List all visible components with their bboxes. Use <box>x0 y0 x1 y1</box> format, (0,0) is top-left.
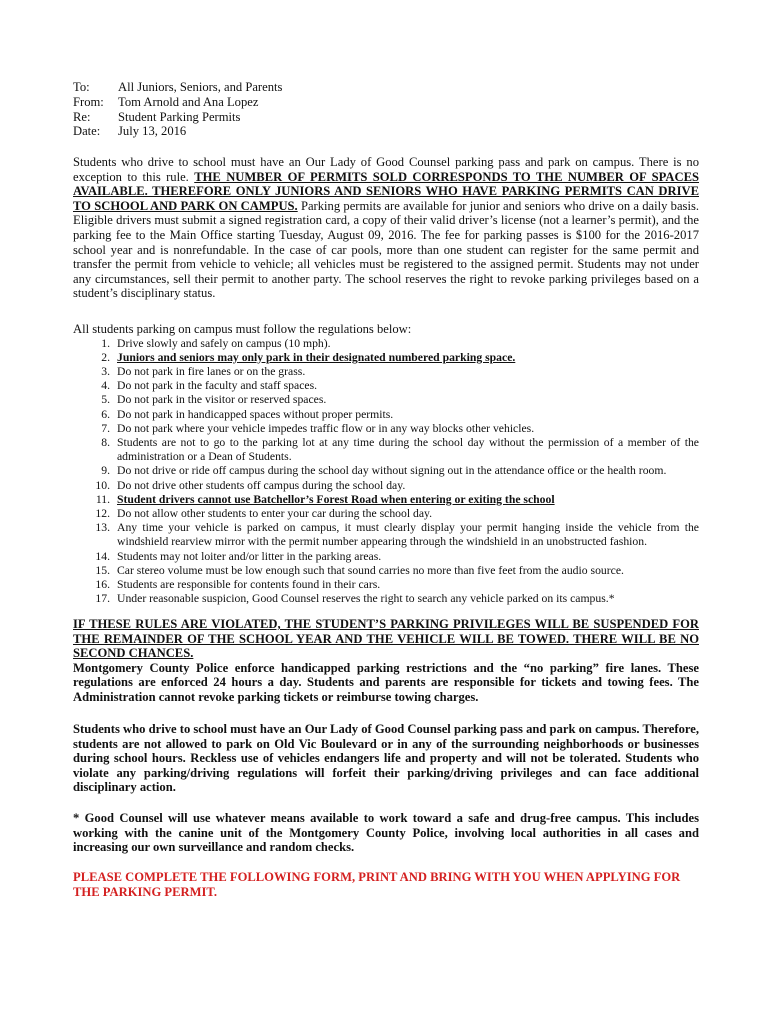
regulation-number: 7. <box>101 421 110 435</box>
regulation-text: Students are not to go to the parking lot at any time during the school day without the permission of a member of the administration or a Dean of Students. <box>117 436 699 464</box>
memo-date-row <box>73 124 282 139</box>
regulation-item <box>73 365 699 379</box>
regulation-text: Do not drive or ride off campus during the school day without signing out in the attendance office or the health room. <box>117 464 667 478</box>
regulation-text: Do not park in handicapped spaces without proper permits. <box>117 407 394 421</box>
regulation-item <box>73 592 699 606</box>
regulation-number: 6. <box>101 407 110 421</box>
regulation-text: Under reasonable suspicion, Good Counsel reserves the right to search any vehicle parked on its campus.* <box>117 592 615 606</box>
intro-lead: Students who drive to school must have an Our Lady of Good Counsel parking pass and park on campus. There is no exception to this rule. <box>73 155 699 184</box>
regulation-item <box>73 564 699 578</box>
memo-to-row <box>73 80 282 95</box>
regulation-number: 4. <box>101 379 110 393</box>
memo-re-row <box>73 110 282 125</box>
regulation-text: Students are responsible for contents found in their cars. <box>117 578 381 592</box>
intro-emphasis: THE NUMBER OF PERMITS SOLD CORRESPONDS TO THE NUMBER OF SPACES AVAILABLE. THEREFORE ONLY JUNIORS AND SENIORS WHO HAVE PARKING PERMITS CAN DRIVE TO SCHOOL AND PARK ON CAMPUS. <box>73 169 699 213</box>
regulations-section <box>73 322 699 606</box>
regulation-item <box>73 351 699 365</box>
regulation-item <box>73 578 699 592</box>
regulation-item <box>73 550 699 564</box>
regulation-text: Do not allow other students to enter your car during the school day. <box>117 507 433 521</box>
campus-parking-paragraph: Students who drive to school must have an Our Lady of Good Counsel parking pass and park on campus. Therefore, students are not allowed to park on Old Vic Boulevard or in any of the surrounding neighborhoods or businesses during school hours. Reckless use of vehicles endangers life and property and will not be tolerated. Students who violate any parking/driving regulations will forfeit their parking/driving privileges and can face additional disciplinary action. <box>73 722 699 795</box>
regulation-number: 16. <box>95 578 110 592</box>
regulation-number: 1. <box>101 336 110 350</box>
memo-header <box>73 80 282 139</box>
regulation-number: 2. <box>101 350 110 364</box>
regulation-number: 14. <box>95 549 110 563</box>
memo-date-value: July 13, 2016 <box>118 124 187 139</box>
regulation-item <box>73 408 699 422</box>
regulation-number: 5. <box>101 393 110 407</box>
drug-free-paragraph: * Good Counsel will use whatever means available to work toward a safe and drug-free campus. This includes working with the canine unit of the Montgomery County Police, involving local authorities in all cases and increasing our own surveillance and random checks. <box>73 811 699 855</box>
regulation-item <box>73 464 699 478</box>
regulation-item <box>73 393 699 407</box>
memo-from-row <box>73 95 282 110</box>
memo-to-label: To: <box>73 80 90 94</box>
regulation-number: 9. <box>101 464 110 478</box>
regulation-item <box>73 436 699 464</box>
regulation-item <box>73 422 699 436</box>
regulation-text: Any time your vehicle is parked on campus, it must clearly display your permit hanging inside the vehicle from the windshield rearview mirror with the permit number appearing through the windshield in an unobstructed fashion. <box>117 521 699 549</box>
intro-rest: Parking permits are available for junior and seniors who drive on a daily basis. Eligible drivers must submit a signed registration card, a copy of their valid driver’s license (not a learner’s permit), and the parking fee to the Main Office starting Tuesday, August 09, 2016. The fee for parking passes is $100 for the 2016-2017 school year and is nonrefundable. In the case of car pools, more than one student can register for the same permit and transfer the permit from vehicle to vehicle; all vehicles must be registered to the assigned permit. Students may not under any circumstances, sell their permit to another party. The school reserves the right to revoke parking privileges based on a student’s disciplinary status. <box>73 198 700 301</box>
regulation-text: Student drivers cannot use Batchellor’s Forest Road when entering or exiting the school <box>117 492 555 506</box>
regulations-intro: All students parking on campus must follow the regulations below: <box>73 322 412 336</box>
regulation-number: 8. <box>101 436 110 450</box>
regulation-text: Students may not loiter and/or litter in the parking areas. <box>117 549 382 563</box>
memo-date-label: Date: <box>73 124 101 139</box>
regulation-text: Do not park in the faculty and staff spaces. <box>117 379 318 393</box>
memo-re-value: Student Parking Permits <box>118 109 241 124</box>
regulations-list <box>73 337 699 607</box>
intro-paragraph <box>73 155 699 301</box>
warning-paragraph <box>73 617 699 705</box>
regulation-number: 12. <box>95 507 110 521</box>
police-enforcement: Montgomery County Police enforce handicapped parking restrictions and the “no parking” fire lanes. These regulations are enforced 24 hours a day. Students and parents are responsible for tickets and towing fees. The Administration cannot revoke parking tickets or reimburse towing charges. <box>73 660 699 704</box>
regulation-text: Car stereo volume must be low enough such that sound carries no more than five feet from the audio source. <box>117 563 624 577</box>
regulation-item <box>73 337 699 351</box>
memo-from-label: From: <box>73 94 104 109</box>
regulation-item <box>73 507 699 521</box>
regulation-number: 15. <box>95 563 110 577</box>
regulation-text: Do not park in fire lanes or on the grass. <box>117 365 306 378</box>
regulation-item <box>73 521 699 549</box>
regulation-number: 11. <box>95 492 110 506</box>
warning-suspension: IF THESE RULES ARE VIOLATED, THE STUDENT’S PARKING PRIVILEGES WILL BE SUSPENDED FOR THE REMAINDER OF THE SCHOOL YEAR AND THE VEHICLE WILL BE TOWED. <box>73 617 699 646</box>
regulation-item <box>73 479 699 493</box>
regulation-item <box>73 379 699 393</box>
warning-no-second-chances: THERE WILL BE NO SECOND CHANCES. <box>73 631 699 661</box>
closing-instruction: PLEASE COMPLETE THE FOLLOWING FORM, PRINT AND BRING WITH YOU WHEN APPLYING FOR THE PARKING PERMIT. <box>73 870 681 899</box>
regulation-number: 13. <box>95 521 110 535</box>
regulation-text: Juniors and seniors may only park in their designated numbered parking space. <box>117 350 516 364</box>
regulation-number: 10. <box>95 478 110 492</box>
memo-re-label: Re: <box>73 109 91 124</box>
regulation-text: Do not park where your vehicle impedes traffic flow or in any way blocks other vehicles. <box>117 421 535 435</box>
memo-to-value: All Juniors, Seniors, and Parents <box>118 80 283 94</box>
regulation-text: Drive slowly and safely on campus (10 mph). <box>117 336 331 350</box>
regulation-text: Do not park in the visitor or reserved spaces. <box>117 393 327 407</box>
regulation-text: Do not drive other students off campus during the school day. <box>117 478 406 492</box>
regulation-item <box>73 493 699 507</box>
regulation-number: 17. <box>95 592 110 606</box>
memo-from-value: Tom Arnold and Ana Lopez <box>118 94 259 109</box>
regulation-number: 3. <box>101 365 110 378</box>
